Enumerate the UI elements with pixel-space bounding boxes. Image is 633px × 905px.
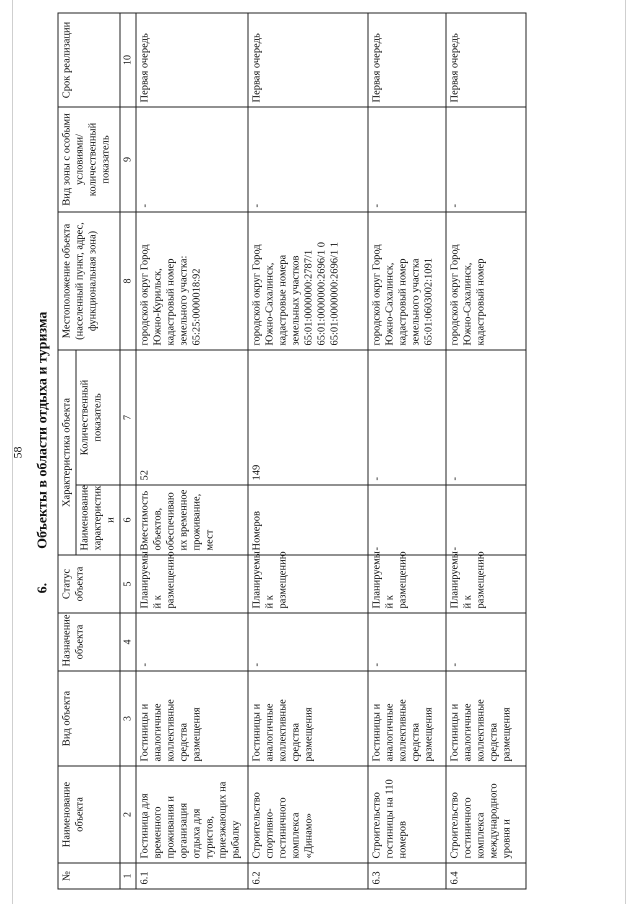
cell-status: Планируемы й к размещению bbox=[446, 555, 526, 613]
cell-name: Строительство спортивно-гостиничного комплекса «Динамо» bbox=[248, 766, 368, 863]
cell-zone: - bbox=[136, 107, 248, 212]
cell-location: городской округ Город Южно-Сахалинск, кадастровые номера земельных участков 65:01:0000000:2787/1 65:01:0000000:2696/1 0 65:01:0000000:2696/1 1 bbox=[248, 212, 368, 350]
header-characteristics: Характеристика объекта bbox=[58, 350, 76, 555]
rotated-page bbox=[0, 1, 633, 905]
cell-term: Первая очередь bbox=[446, 13, 526, 107]
column-index: 2 bbox=[120, 766, 136, 863]
header-name: Наименование объекта bbox=[58, 766, 120, 863]
column-index: 1 bbox=[120, 863, 136, 889]
cell-location: городской округ Город Южно-Сахалинск, кадастровый номер bbox=[446, 212, 526, 350]
cell-char-value: 52 bbox=[136, 350, 248, 485]
header-zone: Вид зоны с особыми условиями/ количественный показатель bbox=[58, 107, 120, 212]
table-row bbox=[446, 13, 526, 889]
cell-char-name: Вместимость объектов, обеспечиваю их временное проживание, мест bbox=[136, 485, 248, 555]
cell-term: Первая очередь bbox=[368, 13, 446, 107]
header-kind: Вид объекта bbox=[58, 671, 120, 766]
column-index: 9 bbox=[120, 107, 136, 212]
cell-zone: - bbox=[248, 107, 368, 212]
cell-zone: - bbox=[446, 107, 526, 212]
cell-name: Гостиница для временного проживания и организация отдыха для туристов, приезжающих на рыбалку bbox=[136, 766, 248, 863]
column-index: 5 bbox=[120, 555, 136, 613]
cell-no: 6.4 bbox=[446, 863, 526, 889]
column-index: 3 bbox=[120, 671, 136, 766]
cell-zone: - bbox=[368, 107, 446, 212]
cell-status: Планируемы й к размещению bbox=[136, 555, 248, 613]
cell-char-value: - bbox=[368, 350, 446, 485]
cell-no: 6.1 bbox=[136, 863, 248, 889]
objects-table bbox=[58, 13, 527, 890]
header-location: Местоположение объекта (населенный пункт, адрес, функциональная зона) bbox=[58, 212, 120, 350]
cell-kind: Гостиницы и аналогичные коллективные средства размещения bbox=[136, 671, 248, 766]
table-row bbox=[136, 13, 248, 889]
column-index: 6 bbox=[120, 485, 136, 555]
table-row bbox=[248, 13, 368, 889]
cell-location: городской округ Город Южно-Курильск, кадастровый номер земельного участка: 65:25:0000018:92 bbox=[136, 212, 248, 350]
cell-name: Строительство гостиницы на 110 номеров bbox=[368, 766, 446, 863]
cell-purpose: - bbox=[446, 613, 526, 671]
cell-char-name: - bbox=[446, 485, 526, 555]
page-number: 58 bbox=[10, 446, 25, 459]
cell-no: 6.2 bbox=[248, 863, 368, 889]
cell-location: городской округ Город Южно-Сахалинск, кадастровый номер земельного участка 65:01:0603002:1091 bbox=[368, 212, 446, 350]
header-term: Срок реализации bbox=[58, 13, 120, 107]
section-heading bbox=[36, 1, 52, 905]
cell-term: Первая очередь bbox=[248, 13, 368, 107]
header-no: № bbox=[58, 863, 120, 889]
header-status: Статус объекта bbox=[58, 555, 120, 613]
cell-purpose: - bbox=[248, 613, 368, 671]
header-purpose: Назначение объекта bbox=[58, 613, 120, 671]
column-index: 8 bbox=[120, 212, 136, 350]
cell-char-value: 149 bbox=[248, 350, 368, 485]
column-index: 4 bbox=[120, 613, 136, 671]
cell-kind: Гостиницы и аналогичные коллективные средства размещения bbox=[446, 671, 526, 766]
section-number: 6. bbox=[35, 582, 51, 594]
cell-no: 6.3 bbox=[368, 863, 446, 889]
table-row bbox=[368, 13, 446, 889]
section-title: Объекты в области отдыха и туризма bbox=[35, 311, 51, 549]
header-char-value: Количественный показатель bbox=[76, 350, 120, 485]
cell-purpose: - bbox=[368, 613, 446, 671]
cell-purpose: - bbox=[136, 613, 248, 671]
column-index-row bbox=[120, 13, 136, 889]
cell-kind: Гостиницы и аналогичные коллективные средства размещения bbox=[368, 671, 446, 766]
cell-char-name: - bbox=[368, 485, 446, 555]
cell-term: Первая очередь bbox=[136, 13, 248, 107]
cell-char-value: - bbox=[446, 350, 526, 485]
column-index: 7 bbox=[120, 350, 136, 485]
cell-kind: Гостиницы и аналогичные коллективные средства размещения bbox=[248, 671, 368, 766]
cell-status: Планируемы й к размещению bbox=[248, 555, 368, 613]
column-index: 10 bbox=[120, 13, 136, 107]
cell-name: Строительство гостиничного комплекса международного уровня и bbox=[446, 766, 526, 863]
header-char-name: Наименование характеристик и bbox=[76, 485, 120, 555]
cell-status: Планируемы й к размещению bbox=[368, 555, 446, 613]
header-row bbox=[58, 13, 76, 889]
cell-char-name: Номеров bbox=[248, 485, 368, 555]
